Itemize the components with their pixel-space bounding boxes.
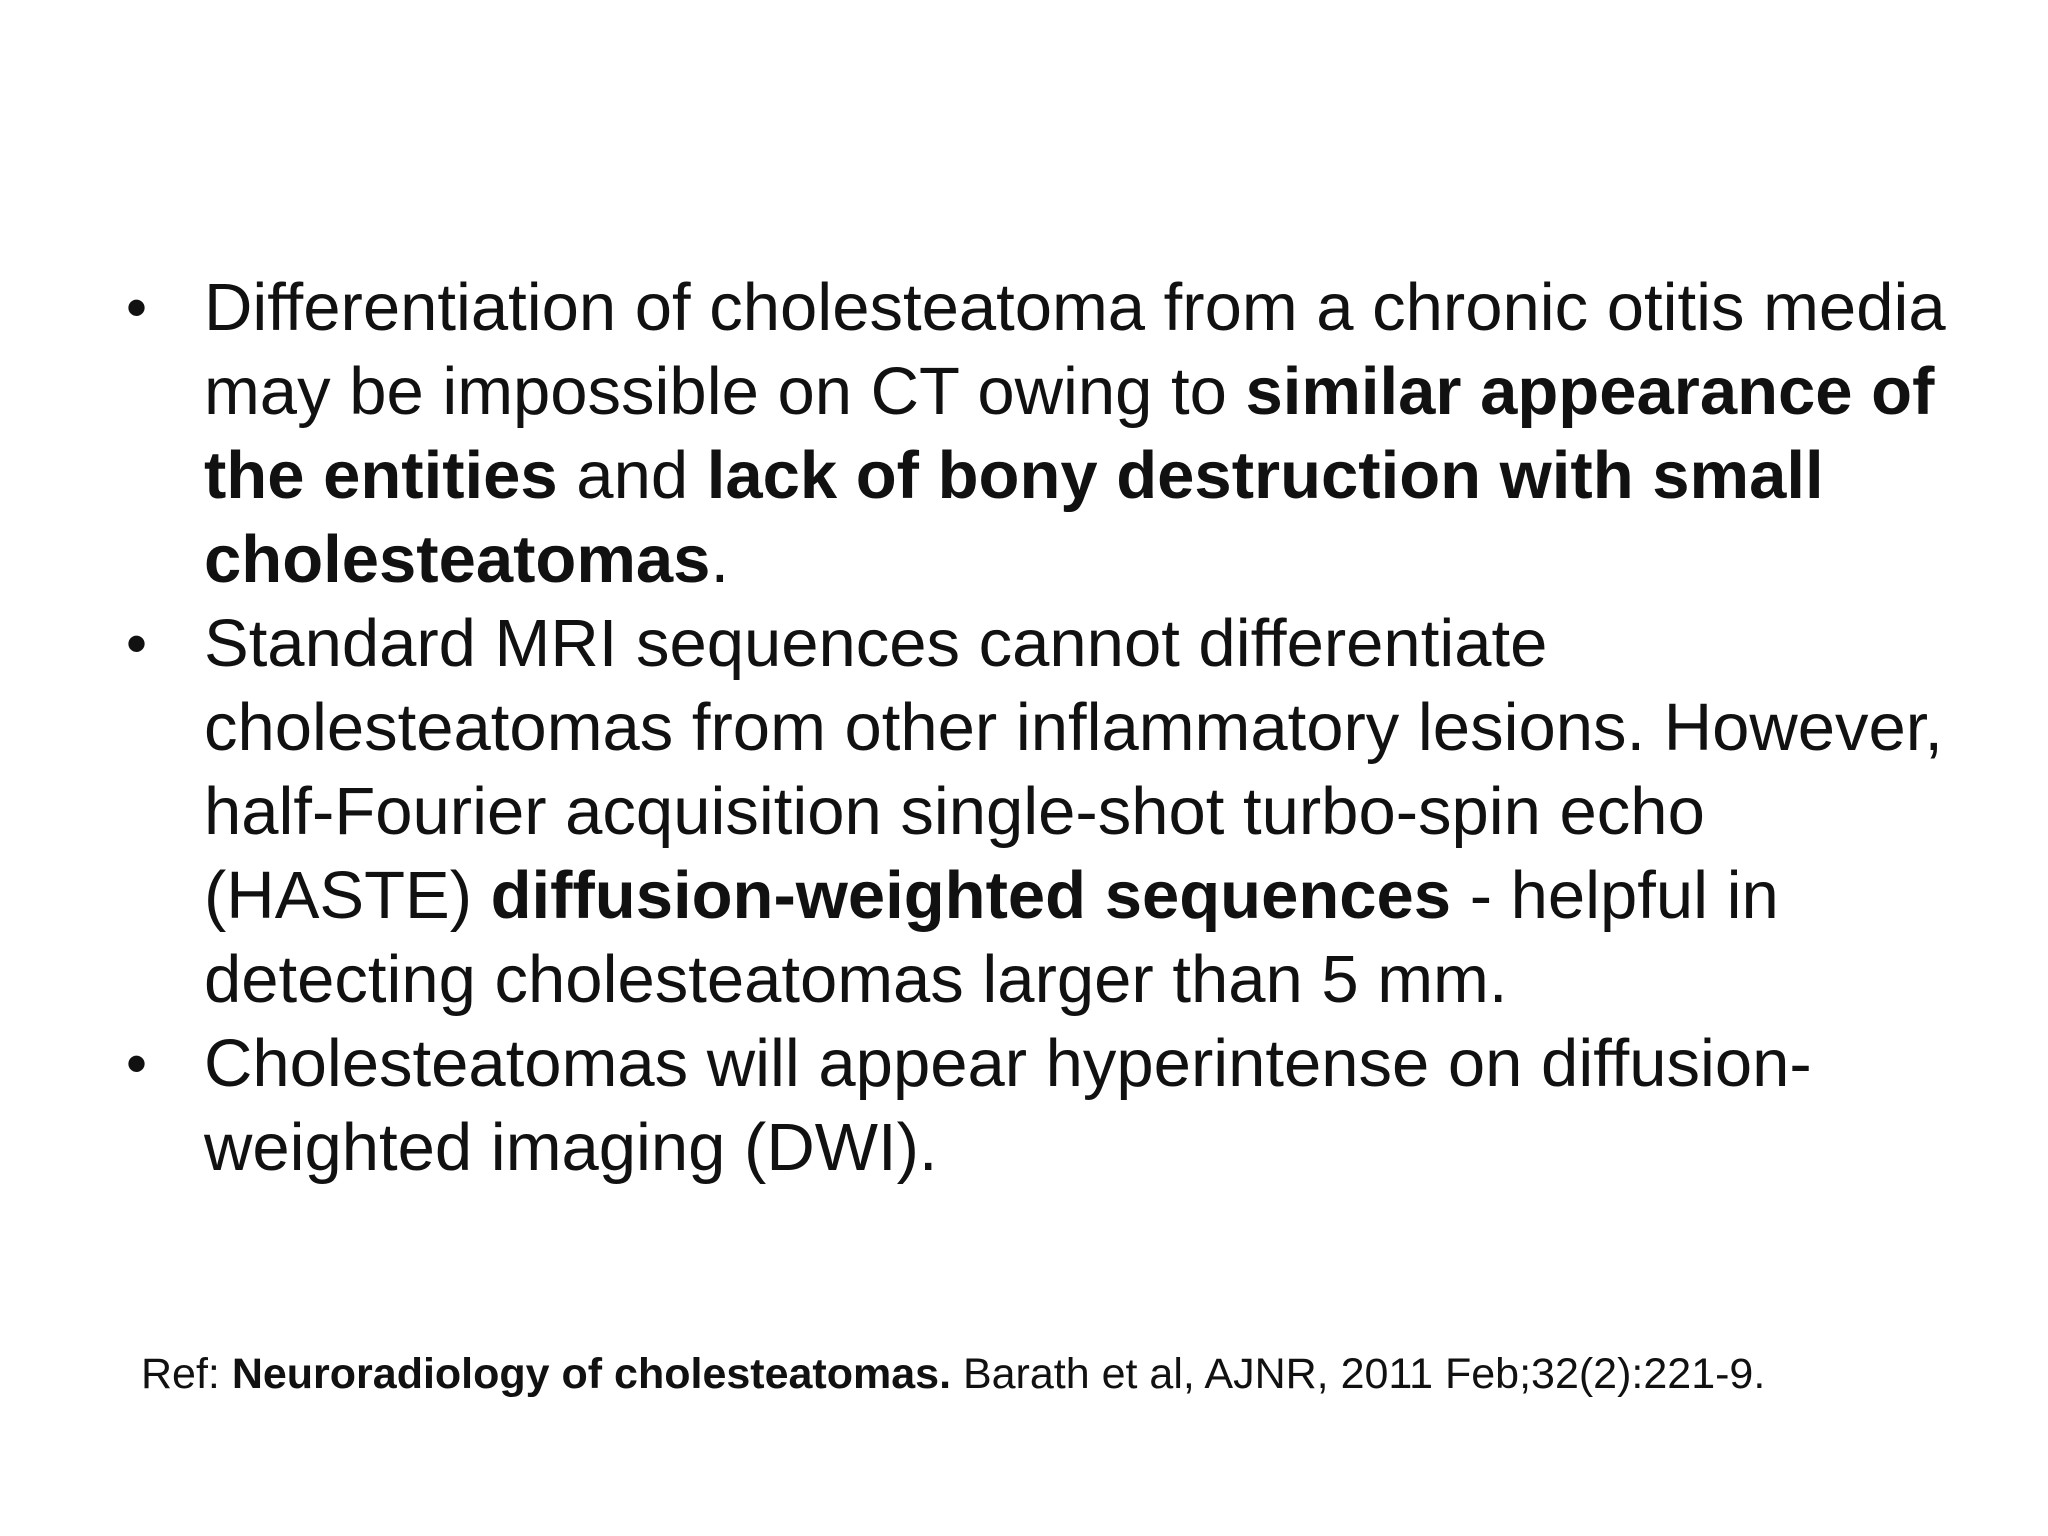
bullet-text-part: Standard MRI sequences cannot differentiate cholesteatomas from other inflammatory lesions. However, half-Fourier acquisition single-shot turbo-spin echo (HASTE)	[204, 606, 1943, 933]
reference-line	[141, 1346, 1765, 1402]
bullet-item-2	[122, 602, 1982, 1022]
reference-title: Neuroradiology of cholesteatomas.	[231, 1350, 952, 1398]
bullet-item-1	[122, 266, 1982, 602]
bullet-list	[122, 266, 1982, 1190]
reference-prefix: Ref:	[141, 1350, 232, 1398]
bullet-glyph: •	[126, 1030, 148, 1097]
reference-citation: Barath et al, AJNR, 2011 Feb;32(2):221-9.	[951, 1350, 1766, 1398]
bullet-text-bold: lack of bony destruction with small cholesteatomas	[204, 438, 1824, 597]
bullet-glyph: •	[126, 274, 148, 341]
bullet-item-3	[122, 1022, 1982, 1190]
bullet-text-part: .	[710, 522, 730, 597]
bullet-text-part: Cholesteatomas will appear hyperintense on diffusion-weighted imaging (DWI).	[204, 1026, 1812, 1185]
bullet-text-part: - helpful in detecting cholesteatomas larger than 5 mm.	[204, 858, 1779, 1017]
bullet-text-part: Differentiation of cholesteatoma from a chronic otitis media may be impossible on CT owing to	[204, 270, 1946, 429]
bullet-text-bold: diffusion-weighted sequences	[490, 858, 1452, 933]
bullet-text-part: and	[557, 438, 707, 513]
bullet-text-bold: similar appearance of the entities	[204, 354, 1935, 513]
bullet-glyph: •	[126, 610, 148, 677]
